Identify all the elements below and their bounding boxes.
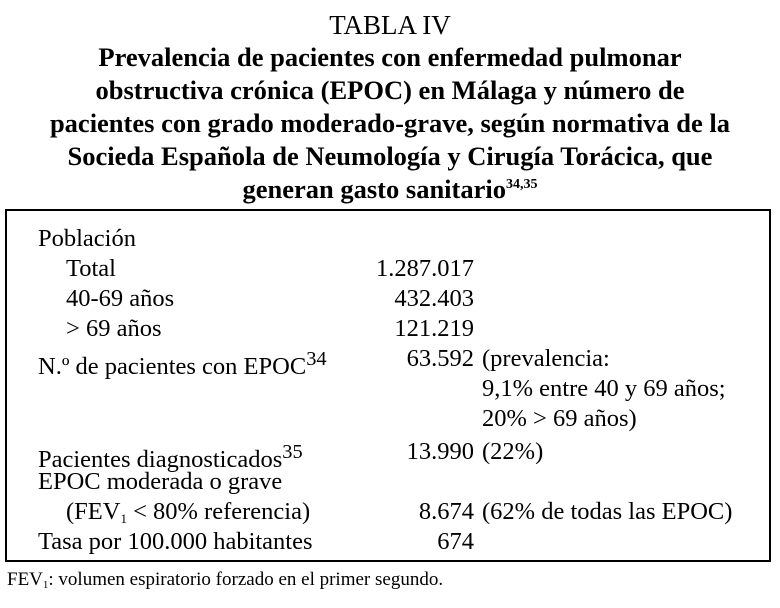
reference-marker: 35 <box>282 441 303 463</box>
row-note: 20% > 69 años) <box>482 405 637 432</box>
subscript: 1 <box>42 579 49 591</box>
row-label-text: < 80% referencia) <box>126 498 311 525</box>
caption-line: Socieda Española de Neumología y Cirugía Torácica, que <box>67 141 713 171</box>
row-epoc-note-cont <box>38 374 780 404</box>
row-total <box>38 254 780 284</box>
row-note: (prevalencia: <box>482 345 610 372</box>
row-rate <box>38 527 780 557</box>
row-note: 9,1% entre 40 y 69 años; <box>482 375 726 402</box>
row-label-text: (FEV <box>66 498 121 525</box>
row-age-69-plus <box>38 314 780 344</box>
table-footnote <box>7 568 443 592</box>
subscript: 1 <box>120 511 127 526</box>
row-diagnosed <box>38 437 780 474</box>
row-value: 1.287.017 <box>376 255 474 282</box>
row-poblacion-header <box>38 224 780 254</box>
row-value: 8.674 <box>418 498 474 525</box>
row-note: (62% de todas las EPOC) <box>482 498 733 525</box>
caption-line: obstructiva crónica (EPOC) en Málaga y número de <box>95 75 685 105</box>
row-label <box>66 497 310 527</box>
row-moderate-header <box>38 467 780 497</box>
caption-line-text: generan gasto sanitario <box>242 174 506 204</box>
row-epoc-note-cont <box>38 404 780 434</box>
row-label: Total <box>66 255 116 282</box>
row-label: Población <box>38 225 136 252</box>
row-value: 63.592 <box>406 345 474 372</box>
row-fev <box>38 497 780 527</box>
caption-line: Prevalencia de pacientes con enfermedad pulmonar <box>98 42 682 72</box>
row-epoc-patients <box>38 344 780 381</box>
row-label: > 69 años <box>66 315 162 342</box>
row-value: 674 <box>437 528 474 555</box>
table-title: TABLA IV <box>329 10 451 40</box>
row-value: 13.990 <box>406 438 474 465</box>
footnote-text: FEV <box>7 569 43 590</box>
row-label-text: Pacientes diagnosticados <box>38 446 283 474</box>
data-table <box>5 209 771 562</box>
caption-references: 34,35 <box>506 177 538 192</box>
row-label: 40-69 años <box>66 285 175 312</box>
caption-line <box>0 173 780 206</box>
footnote-text: : volumen espiratorio forzado en el primer segundo. <box>48 569 444 590</box>
row-value: 432.403 <box>394 285 474 312</box>
row-age-40-69 <box>38 284 780 314</box>
row-label-text: N.º de pacientes con EPOC <box>38 353 307 381</box>
row-label: Tasa por 100.000 habitantes <box>38 528 313 555</box>
row-label: EPOC moderada o grave <box>38 468 283 495</box>
row-value: 121.219 <box>394 315 474 342</box>
reference-marker: 34 <box>306 348 327 370</box>
table-caption <box>0 41 780 206</box>
caption-line: pacientes con grado moderado-grave, según normativa de la <box>49 108 731 138</box>
row-note: (22%) <box>482 438 544 465</box>
